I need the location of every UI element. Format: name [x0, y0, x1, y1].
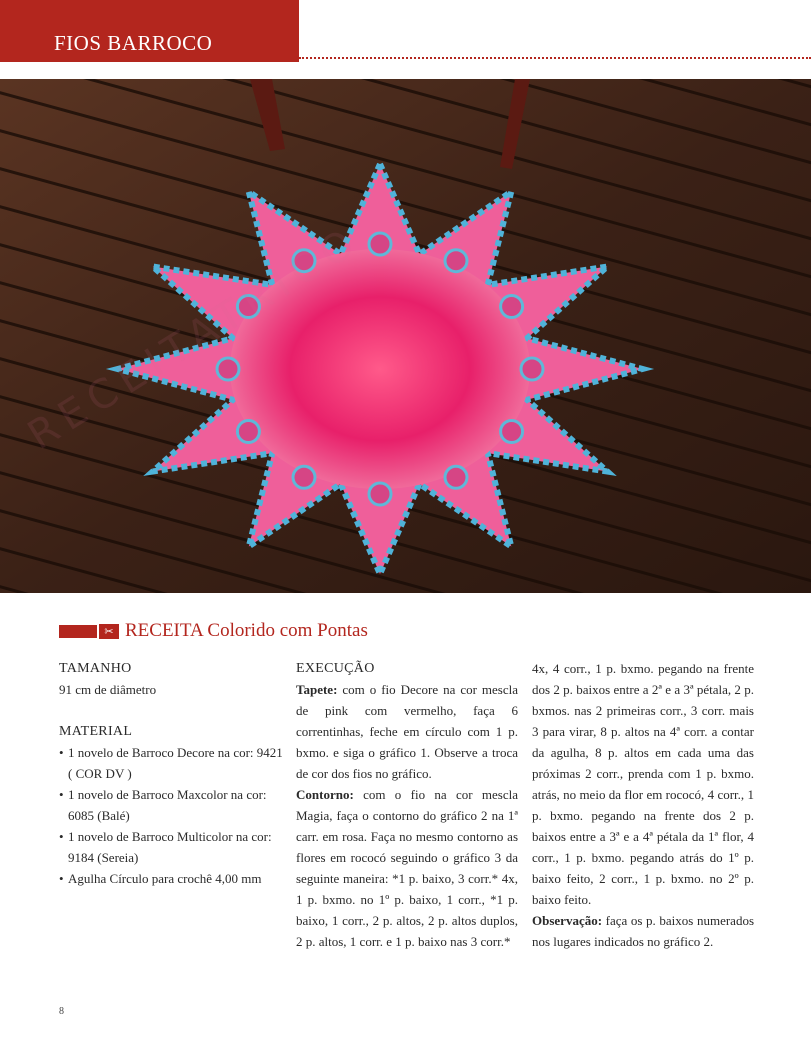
size-title: TAMANHO — [59, 661, 132, 676]
recipe-prefix: RECEITA — [125, 620, 203, 641]
execution-title: EXECUÇÃO — [296, 661, 375, 676]
continued-paragraph: 4x, 4 corr., 1 p. bxmo. pegando na frente dos 2 p. baixos entre a 2ª e a 3ª pétala, 2 p. bxmos. nas 2 primeiras corr., 3 corr. mais 3 para virar, 8 p. altos na 4ª corr. a contar da agulha, 8 p. altos em cada uma das próximas 2 corr., prenda com 1 p. bxmo. atrás, no meio da flor em rococó, 4 corr., 1 p. bxmo. pegando na frente dos 2 p. baixos entre a 3ª e a 4ª pétala da 1ª flor, 4 corr., 1 p. bxmo. pegando atrás do 1º p. baixo feito, 2 corr., 1 p. bxmo. no 2º p. baixo feito. — [532, 661, 754, 907]
contorno-label: Contorno: — [296, 787, 354, 802]
material-item: • 1 novelo de Barroco Decore na cor: 9421 ( COR DV ) — [59, 742, 284, 784]
material-list — [59, 742, 284, 889]
material-item: • 1 novelo de Barroco Maxcolor na cor: 6085 (Balé) — [59, 784, 284, 826]
column-1 — [59, 658, 284, 889]
page-number: 8 — [59, 1006, 64, 1017]
contorno-paragraph — [296, 784, 518, 952]
recipe-icon: ✂ — [99, 624, 119, 639]
observation-paragraph — [532, 910, 754, 952]
heading-bar — [59, 625, 97, 638]
material-item: • Agulha Círculo para crochê 4,00 mm — [59, 868, 284, 889]
photo-illustration — [0, 79, 811, 593]
crochet-rug-photo — [0, 79, 811, 593]
size-value: 91 cm de diâmetro — [59, 682, 157, 697]
column-2 — [296, 658, 518, 952]
recipe-name: Colorido com Pontas — [207, 620, 368, 641]
dotted-divider — [299, 57, 811, 59]
observation-text: faça os p. baixos numerados nos lugares indicados no gráfico 2. — [532, 913, 754, 949]
observation-label: Observação: — [532, 913, 603, 928]
contorno-text: com o fio na cor mescla Magia, faça o contorno do gráfico 2 na 1ª carr. em rosa. Faça no mesmo contorno as flores em rococó seguindo o gráfico 3 da seguinte maneira: *1 p. baixo, 3 corr.* 4x, 1 p. bxmo. no 1º p. baixo, 1 corr., *1 p. baixo, 1 corr., 2 p. altos, 2 p. altos duplos, 2 p. altos, 1 corr. e 1 p. baixo nas 3 corr.* — [296, 787, 518, 949]
tapete-paragraph — [296, 679, 518, 784]
tapete-text: com o fio Decore na cor mescla de pink com vermelho, faça 6 correntinhas, feche em círculo com 1 p. bxmo. e siga o gráfico 1. Observe a troca de cor dos fios no gráfico. — [296, 682, 518, 781]
column-3 — [532, 658, 754, 952]
recipe-title — [125, 620, 368, 642]
tapete-label: Tapete: — [296, 682, 338, 697]
recipe-heading — [59, 620, 368, 642]
section-title: FIOS BARROCO — [54, 31, 213, 55]
material-title: MATERIAL — [59, 724, 133, 739]
material-item: • 1 novelo de Barroco Multicolor na cor: 9184 (Sereia) — [59, 826, 284, 868]
